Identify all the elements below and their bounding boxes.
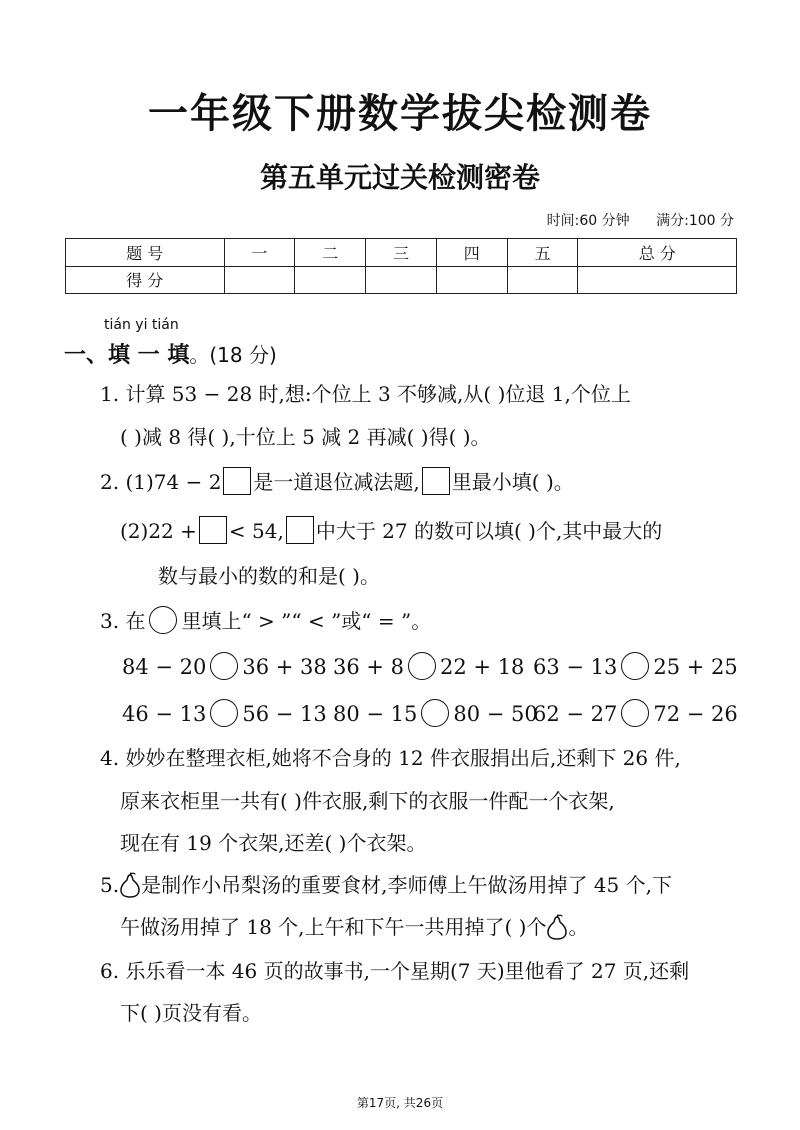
q2-p1-text-c: 里最小填( )。 — [451, 470, 574, 494]
compare-circle[interactable] — [210, 699, 238, 727]
score-table-header-row — [66, 239, 737, 267]
score-header-cell: 一 — [224, 239, 295, 267]
score-header-cell: 总 分 — [578, 239, 737, 267]
section-points: 。(18 分) — [189, 343, 277, 367]
time-limit: 时间:60 分钟 — [546, 213, 630, 229]
question-2-part-2-line-2: 数与最小的数的和是( )。 — [158, 564, 380, 588]
question-6-line-2: 下( )页没有看。 — [120, 1001, 262, 1025]
score-entry-cell[interactable] — [436, 266, 507, 294]
score-entry-cell[interactable] — [578, 266, 737, 294]
full-score: 满分:100 分 — [656, 213, 734, 229]
comparison-right: 56 − 13 — [242, 702, 327, 726]
score-table-score-row — [66, 266, 737, 294]
question-3-intro — [100, 606, 431, 634]
answer-box[interactable] — [223, 467, 251, 495]
q5-text-1: 是制作小吊梨汤的重要食材,李师傅上午做汤用掉了 45 个,下 — [141, 873, 672, 897]
comparison-right: 80 − 50 — [453, 702, 538, 726]
comparison-item — [333, 699, 538, 727]
question-2-part-1 — [100, 467, 574, 495]
q2-p2-text-c: 中大于 27 的数可以填( )个,其中最大的 — [315, 519, 663, 543]
compare-circle[interactable] — [421, 699, 449, 727]
score-header-cell: 题 号 — [66, 239, 225, 267]
question-2-part-2 — [120, 516, 662, 544]
answer-box-reference — [286, 516, 314, 544]
score-table — [65, 238, 737, 294]
question-5-line-1 — [100, 872, 672, 898]
q2-p1-text-a: 2. (1)74 − 2 — [100, 470, 222, 494]
score-entry-cell[interactable] — [224, 266, 295, 294]
compare-circle-reference — [149, 606, 177, 634]
score-header-cell: 二 — [295, 239, 366, 267]
comparison-right: 25 + 25 — [653, 655, 738, 679]
pear-icon — [546, 914, 568, 940]
answer-box[interactable] — [199, 516, 227, 544]
section-number: 一、 — [64, 343, 109, 368]
comparison-left: 36 + 8 — [333, 655, 405, 679]
section-title: 填 一 填 — [108, 343, 190, 368]
score-entry-cell[interactable] — [507, 266, 578, 294]
score-header-cell: 四 — [436, 239, 507, 267]
q2-p2-text-b: < 54, — [228, 519, 284, 543]
question-4-line-2: 原来衣柜里一共有( )件衣服,剩下的衣服一件配一个衣架, — [120, 789, 615, 813]
page-subtitle: 第五单元过关检测密卷 — [259, 161, 540, 194]
comparison-item — [122, 652, 327, 680]
comparison-item — [333, 652, 524, 680]
question-1-line-2: ( )减 8 得( ),十位上 5 减 2 再减( )得( )。 — [120, 425, 491, 449]
comparison-left: 80 − 15 — [333, 702, 418, 726]
compare-circle[interactable] — [210, 652, 238, 680]
compare-circle[interactable] — [621, 699, 649, 727]
page-title: 一年级下册数学拔尖检测卷 — [148, 91, 652, 137]
comparison-left: 84 − 20 — [122, 655, 207, 679]
comparison-item — [533, 652, 738, 680]
comparison-item — [122, 699, 327, 727]
q5-text-2: 午做汤用掉了 18 个,上午和下午一共用掉了( )个 — [120, 915, 547, 939]
comparison-left: 46 − 13 — [122, 702, 207, 726]
page-footer: 第17页, 共26页 — [356, 1096, 444, 1110]
pear-icon — [119, 872, 141, 898]
question-6-line-1: 6. 乐乐看一本 46 页的故事书,一个星期(7 天)里他看了 27 页,还剩 — [100, 959, 690, 983]
comparison-item — [533, 699, 738, 727]
q5-number: 5. — [100, 873, 120, 897]
comparison-right: 22 + 18 — [440, 655, 525, 679]
comparison-right: 72 − 26 — [653, 702, 738, 726]
score-header-cell: 五 — [507, 239, 578, 267]
compare-circle[interactable] — [408, 652, 436, 680]
comparison-left: 62 − 27 — [533, 702, 618, 726]
q3-intro-b: 里填上“ > ”“ < ”或“ = ”。 — [181, 609, 432, 633]
question-5-line-2 — [120, 914, 588, 940]
q2-p1-text-b: 是一道退位减法题, — [253, 470, 420, 494]
section-heading — [64, 338, 277, 369]
q3-intro-a: 3. 在 — [100, 609, 146, 633]
question-4-line-3: 现在有 19 个衣架,还差( )个衣架。 — [120, 831, 427, 855]
score-entry-cell[interactable] — [366, 266, 437, 294]
question-4-line-1: 4. 妙妙在整理衣柜,她将不合身的 12 件衣服捐出后,还剩下 26 件, — [100, 746, 681, 770]
section-pinyin: tián yi tián — [104, 317, 179, 333]
score-label-cell: 得 分 — [66, 266, 225, 294]
question-1-line-1: 1. 计算 53 − 28 时,想:个位上 3 不够减,从( )位退 1,个位上 — [100, 382, 631, 406]
answer-box-reference — [422, 467, 450, 495]
score-entry-cell[interactable] — [295, 266, 366, 294]
compare-circle[interactable] — [621, 652, 649, 680]
exam-info — [525, 210, 734, 230]
q2-p2-text-a: (2)22 + — [120, 519, 197, 543]
comparison-left: 63 − 13 — [533, 655, 618, 679]
q5-text-3: 。 — [568, 915, 589, 939]
comparison-right: 36 + 38 — [242, 655, 327, 679]
score-header-cell: 三 — [366, 239, 437, 267]
